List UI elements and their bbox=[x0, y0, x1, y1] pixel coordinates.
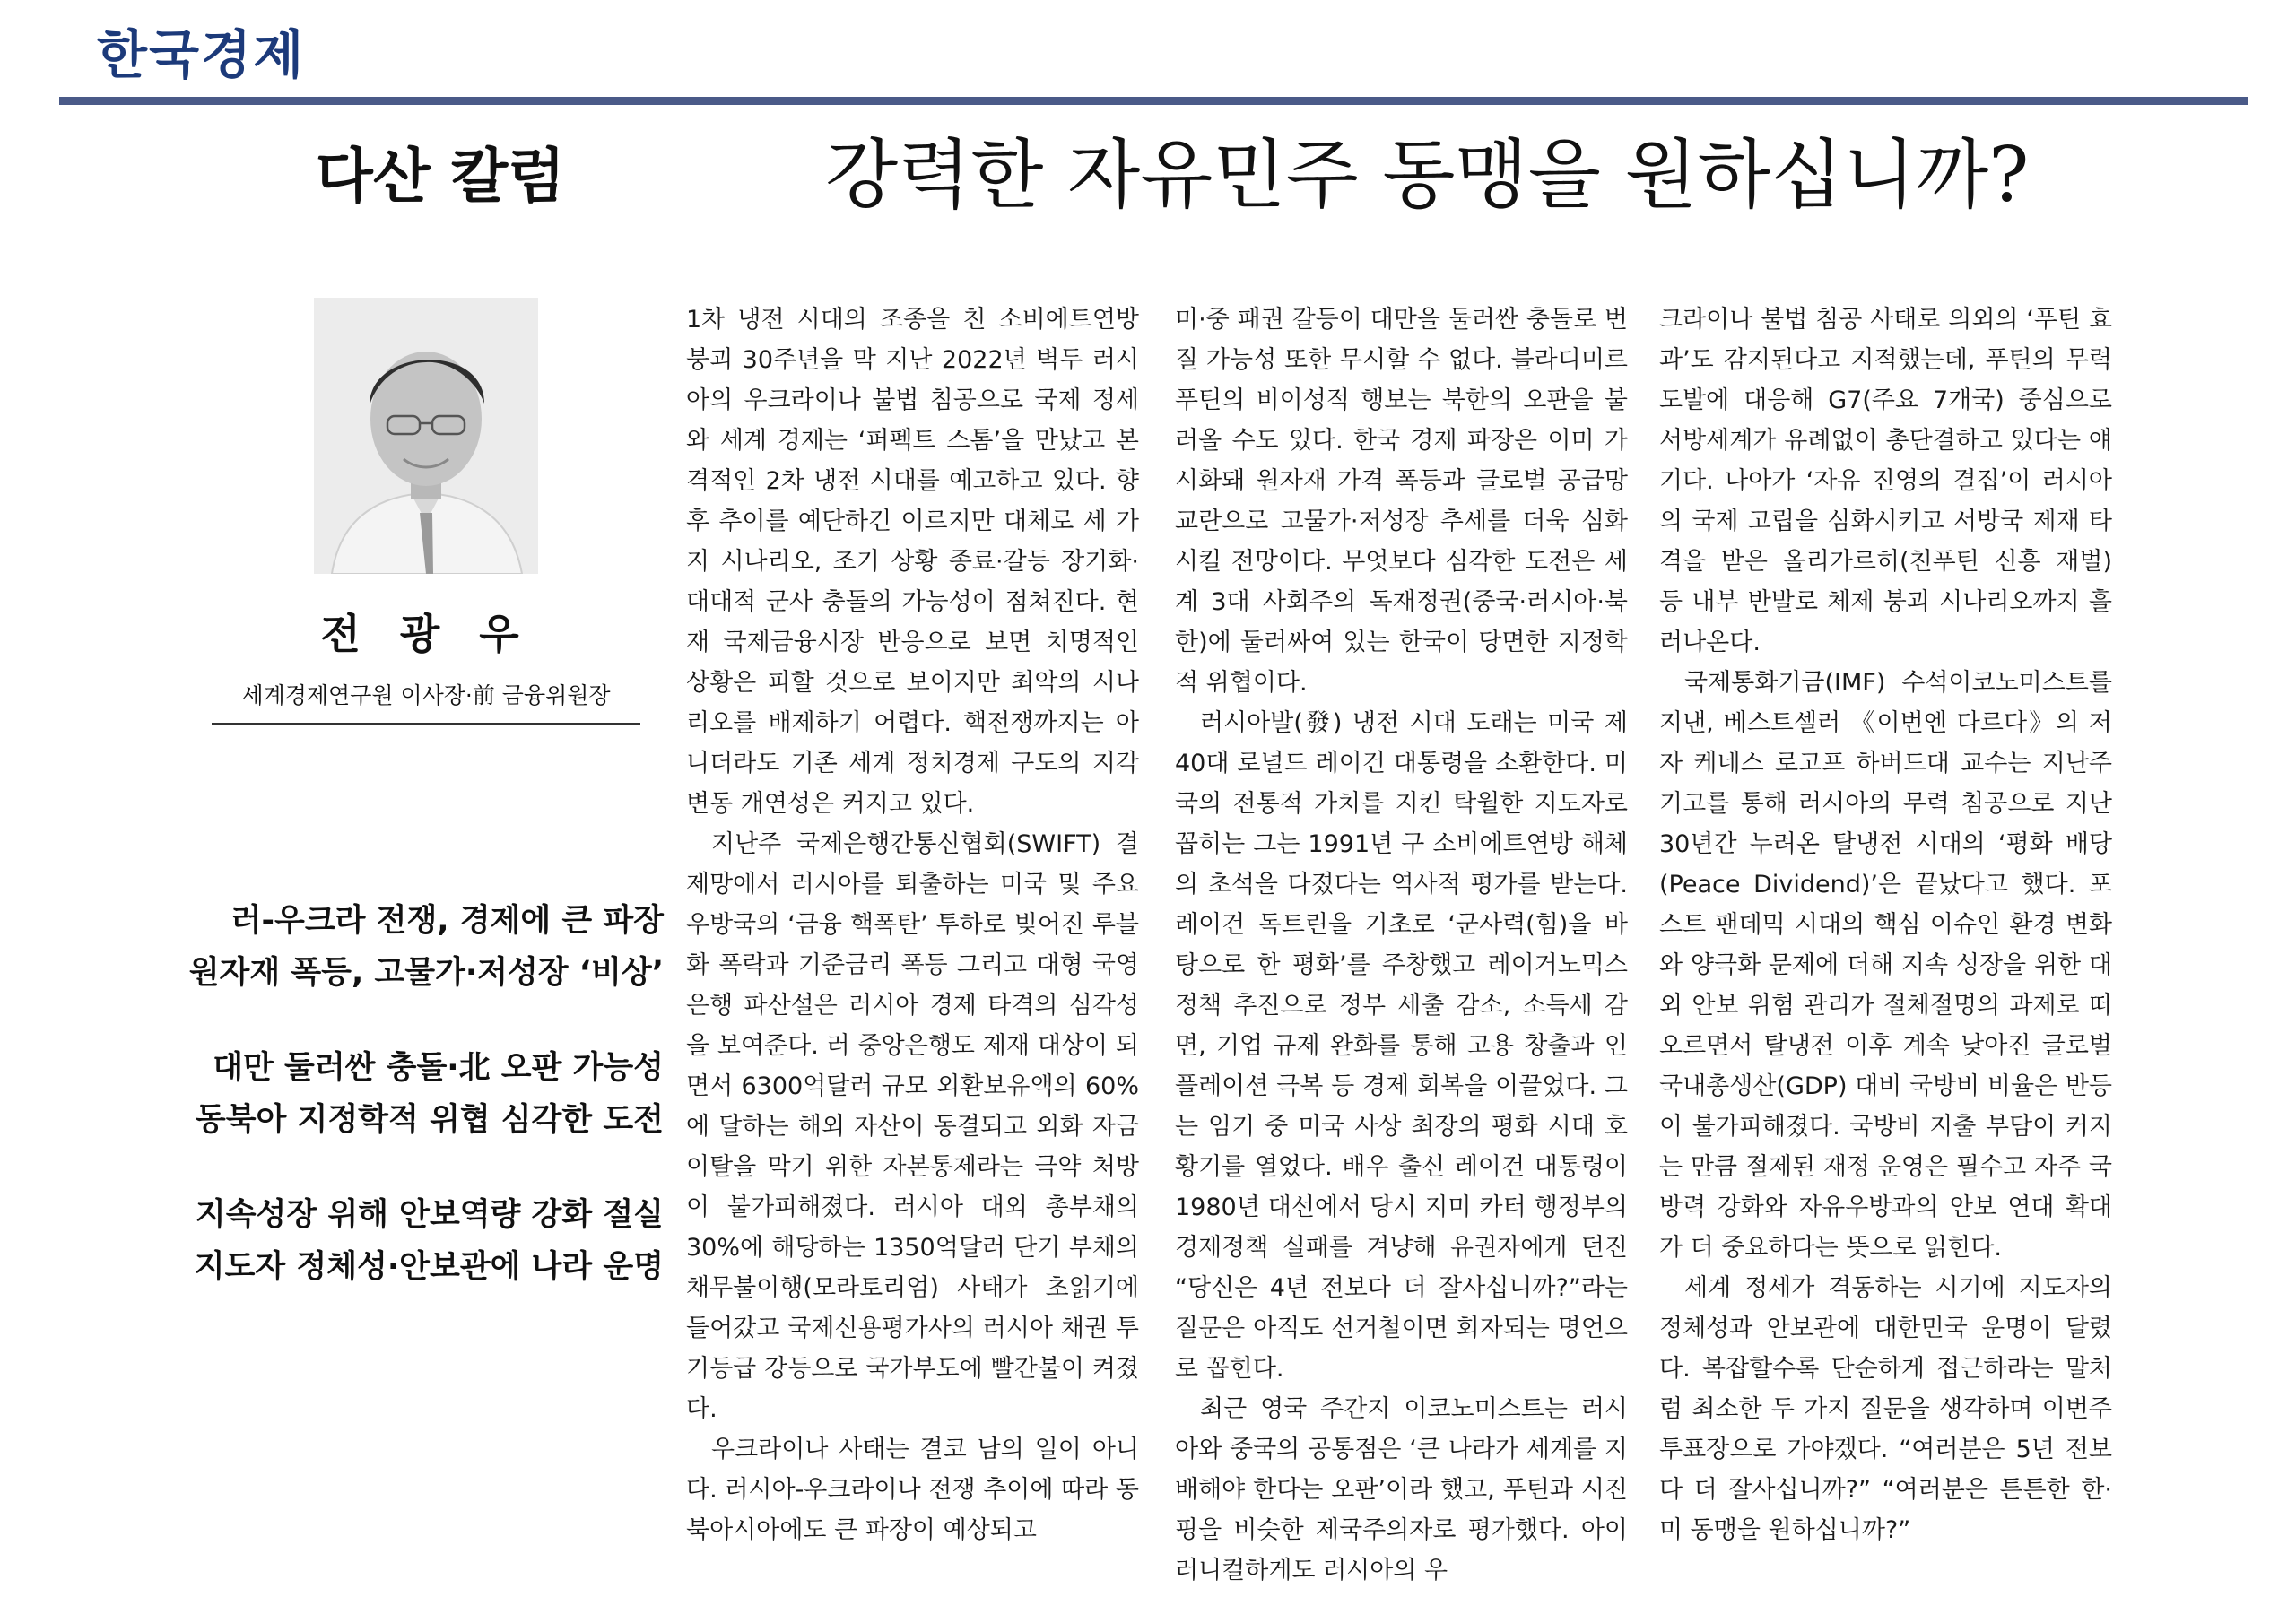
deck-group bbox=[179, 1189, 664, 1293]
section-label: 다산 칼럼 bbox=[316, 142, 566, 211]
body-paragraph: 세계 정세가 격동하는 시기에 지도자의 정체성과 안보관에 대한민국 운명이 달렸다. 복잡할수록 단순하게 접근하라는 말처럼 최소한 두 가지 질문을 생각하며 이번주 투표장으로 가야겠다. “여러분은 5년 전보다 더 잘사십니까?” “여러분은 튼튼한 한·미 동맹을 원하십니까?” bbox=[1659, 1274, 2112, 1544]
body-paragraph: 우크라이나 사태는 결코 남의 일이 아니다. 러시아-우크라이나 전쟁 추이에 따라 동북아시아에도 큰 파장이 예상되고 bbox=[686, 1436, 1139, 1544]
body-column-1 bbox=[686, 299, 1139, 1609]
deck-group bbox=[179, 1042, 664, 1146]
deck-line: 지속성장 위해 안보역량 강화 절실 bbox=[195, 1197, 664, 1233]
body-column-3 bbox=[1659, 299, 2112, 1609]
body-paragraph: 최근 영국 주간지 이코노미스트는 러시아와 중국의 공통점은 ‘큰 나라가 세계를 지배해야 한다는 오판’이라 했고, 푸틴과 시진핑을 비슷한 제국주의자로 평가했다. 아이러니컬하게도 러시아의 우 bbox=[1175, 1395, 1628, 1584]
body-paragraph: 지난주 국제은행간통신협회(SWIFT) 결제망에서 러시아를 퇴출하는 미국 및 주요 우방국의 ‘금융 핵폭탄’ 투하로 빚어진 루블화 폭락과 기준금리 폭등 그리고 대형 국영은행 파산설은 러시아 경제 타격의 심각성을 보여준다. 러 중앙은행도 제재 대상이 되면서 6300억달러 규모 외환보유액의 60%에 달하는 해외 자산이 동결되고 외화 자금 이탈을 막기 위한 자본통제라는 극약 처방이 불가피해졌다. 러시아 대외 총부채의 30%에 해당하는 1350억달러 단기 부채의 채무불이행(모라토리엄) 사태가 초읽기에 들어갔고 국제신용평가사의 러시아 채권 투기등급 강등으로 국가부도에 빨간불이 켜졌다. bbox=[686, 830, 1139, 1423]
headline: 강력한 자유민주 동맹을 원하십니까? bbox=[825, 131, 2030, 219]
deck-line: 러-우크라 전쟁, 경제에 큰 파장 bbox=[230, 903, 664, 939]
body-paragraph: 크라이나 불법 침공 사태로 의외의 ‘푸틴 효과’도 감지된다고 지적했는데, 푸틴의 무력 도발에 대응해 G7(주요 7개국) 중심으로 서방세계가 유례없이 총단결하고 있다는 얘기다. 나아가 ‘자유 진영의 결집’이 러시아의 국제 고립을 심화시키고 서방국 제재 타격을 받은 올리가르히(친푸틴 신흥 재벌) 등 내부 반발로 체제 붕괴 시나리오까지 흘러나온다. bbox=[1659, 306, 2112, 656]
deck-group bbox=[179, 895, 664, 999]
body-paragraph: 국제통화기금(IMF) 수석이코노미스트를 지낸, 베스트셀러 《이번엔 다르다》의 저자 케네스 로고프 하버드대 교수는 지난주 기고를 통해 러시아의 무력 침공으로 지난 30년간 누려온 탈냉전 시대의 ‘평화 배당(Peace Dividend)’은 끝났다고 했다. 포스트 팬데믹 시대의 핵심 이슈인 환경 변화와 양극화 문제에 더해 지속 성장을 위한 대외 안보 위험 관리가 절체절명의 과제로 떠오르면서 탈냉전 이후 계속 낮아진 글로벌 국내총생산(GDP) 대비 국방비 비율은 반등이 불가피해졌다. 국방비 지출 부담이 커지는 만큼 절제된 재정 운영은 필수고 자주 국방력 강화와 자유우방과의 안보 연대 확대가 더 중요하다는 뜻으로 읽힌다. bbox=[1659, 669, 2112, 1262]
author-title: 세계경제연구원 이사장·前 금융위원장 bbox=[241, 682, 611, 708]
deck-line: 원자재 폭등, 고물가·저성장 ‘비상’ bbox=[188, 955, 664, 991]
body-paragraph: 러시아발(發) 냉전 시대 도래는 미국 제40대 로널드 레이건 대통령을 소환한다. 미국의 전통적 가치를 지킨 탁월한 지도자로 꼽히는 그는 1991년 구 소비에트연방 해체의 초석을 다졌다는 역사적 평가를 받는다. 레이건 독트린을 기초로 ‘군사력(힘)을 바탕으로 한 평화’를 주창했고 레이거노믹스 정책 추진으로 정부 세출 감소, 소득세 감면, 기업 규제 완화를 통해 고용 창출과 인플레이션 극복 등 경제 회복을 이끌었다. 그는 임기 중 미국 사상 최장의 평화 시대 호황기를 열었다. 배우 출신 레이건 대통령이 1980년 대선에서 당시 지미 카터 행정부의 경제정책 실패를 겨냥해 유권자에게 던진 “당신은 4년 전보다 더 잘사십니까?”라는 질문은 아직도 선거철이면 회자되는 명언으로 꼽힌다. bbox=[1175, 709, 1628, 1383]
deck-line: 대만 둘러싼 충돌·北 오판 가능성 bbox=[213, 1050, 664, 1086]
author-name: 전 광 우 bbox=[320, 610, 532, 658]
author-portrait-icon bbox=[314, 298, 538, 574]
deck-headlines bbox=[179, 895, 664, 1336]
deck-line: 지도자 정체성·안보관에 나라 운명 bbox=[194, 1249, 664, 1285]
deck-line: 동북아 지정학적 위협 심각한 도전 bbox=[195, 1102, 664, 1138]
masthead-divider bbox=[59, 97, 2248, 105]
author-portrait-graphic bbox=[314, 298, 538, 574]
body-paragraph: 1차 냉전 시대의 조종을 친 소비에트연방 붕괴 30주년을 막 지난 2022년 벽두 러시아의 우크라이나 불법 침공으로 국제 정세와 세계 경제는 ‘퍼펙트 스톰’을 만났고 본격적인 2차 냉전 시대를 예고하고 있다. 향후 추이를 예단하긴 이르지만 대체로 세 가지 시나리오, 조기 상황 종료·갈등 장기화·대대적 군사 충돌의 가능성이 점쳐진다. 현재 국제금융시장 반응으로 보면 치명적인 상황은 피할 것으로 보이지만 최악의 시나리오를 배제하기 어렵다. 핵전쟁까지는 아니더라도 기존 세계 정치경제 구도의 지각변동 개연성은 커지고 있다. bbox=[686, 306, 1139, 818]
body-column-2 bbox=[1175, 299, 1628, 1609]
body-paragraph: 미·중 패권 갈등이 대만을 둘러싼 충돌로 번질 가능성 또한 무시할 수 없다. 블라디미르 푸틴의 비이성적 행보는 북한의 오판을 불러올 수도 있다. 한국 경제 파장은 이미 가시화돼 원자재 가격 폭등과 글로벌 공급망 교란으로 고물가·저성장 추세를 더욱 심화시킬 전망이다. 무엇보다 심각한 도전은 세계 3대 사회주의 독재정권(중국·러시아·북한)에 둘러싸여 있는 한국이 당면한 지정학적 위협이다. bbox=[1175, 306, 1628, 697]
masthead-logo: 한국경제 bbox=[97, 24, 306, 85]
author-divider bbox=[212, 723, 640, 725]
